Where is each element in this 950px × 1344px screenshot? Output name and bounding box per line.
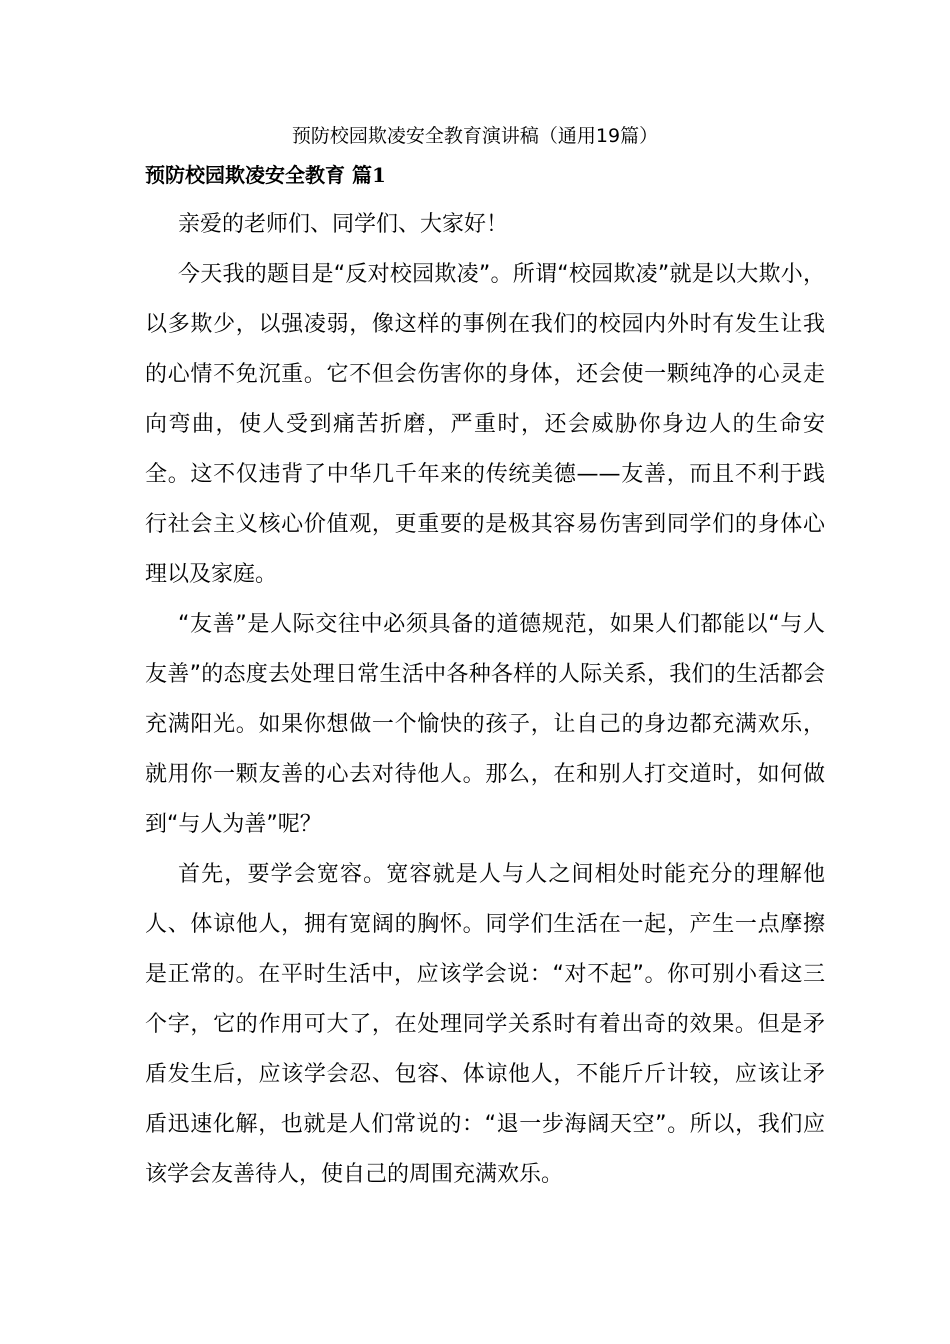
paragraph-greeting: 亲爱的老师们、同学们、大家好！ <box>178 212 509 237</box>
paragraph-tolerance: 首先，要学会宽容。宽容就是人与人之间相处时能充分的理解他人、体谅他人，拥有宽阔的胸怀。同学们生活在一起，产生一点摩擦是正常的。在平时生活中，应该学会说：“对不起”。你可别小看这三个字，它的作用可大了，在处理同学关系时有着出奇的效果。但是矛盾发生后，应该学会忍、包容、体谅他人，不能斤斤计较，应该让矛盾迅速化解，也就是人们常说的：“退一步海阔天空”。所以，我们应该学会友善待人，使自己的周围充满欢乐。 <box>145 862 825 1187</box>
body-text <box>145 200 825 1200</box>
section-heading: 预防校园欺凌安全教育 篇1 <box>145 163 386 187</box>
paragraph-friendliness: “友善”是人际交往中必须具备的道德规范，如果人们都能以“与人友善”的态度去处理日常生活中各种各样的人际关系，我们的生活都会充满阳光。如果你想做一个愉快的孩子，让自己的身边都充满欢乐，就用你一颗友善的心去对待他人。那么，在和别人打交道时，如何做到“与人为善”呢？ <box>145 612 825 837</box>
document-title: 预防校园欺凌安全教育演讲稿（通用19篇） <box>291 125 659 147</box>
paragraph-topic: 今天我的题目是“反对校园欺凌”。所谓“校园欺凌”就是以大欺小，以多欺少，以强凌弱，像这样的事例在我们的校园内外时有发生让我的心情不免沉重。它不但会伤害你的身体，还会使一颗纯净的心灵走向弯曲，使人受到痛苦折磨，严重时，还会威胁你身边人的生命安全。这不仅违背了中华几千年来的传统美德——友善，而且不利于践行社会主义核心价值观，更重要的是极其容易伤害到同学们的身体心理以及家庭。 <box>145 262 825 587</box>
